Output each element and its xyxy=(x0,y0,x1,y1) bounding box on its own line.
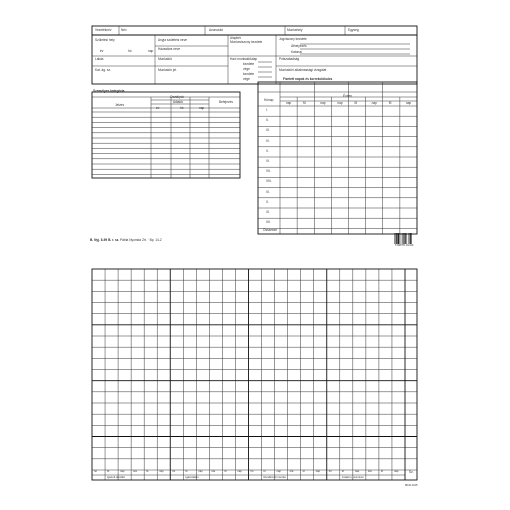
start-label: Jogviszony kezdete xyxy=(279,37,307,41)
grid-column-label: hó xyxy=(172,470,176,474)
grid-column-label: fő xyxy=(224,470,227,474)
grid-column-label: nap xyxy=(354,470,360,474)
surname-label: Vezetéknév xyxy=(95,28,112,32)
grid-column-label: nap xyxy=(237,470,242,474)
address-label: Lakás xyxy=(95,57,104,61)
contract-label: Munkakör jel. xyxy=(158,68,177,72)
leave-sub-col-label: nap xyxy=(286,101,292,105)
category-sub-1: év xyxy=(156,106,160,110)
month-short: hó xyxy=(128,49,132,53)
leave-month-label: III. xyxy=(266,128,270,133)
category-sub-3: nap xyxy=(199,106,205,110)
grid-column-label: fő xyxy=(146,470,149,474)
form-code: B. Nyj. 8-99 B. r. sz. xyxy=(90,238,120,242)
salary-label: Alapbér xyxy=(230,36,241,40)
mother-name-label: Házastárs neve xyxy=(158,47,181,51)
grid-column-label: fő xyxy=(107,470,110,474)
grid-column-label: nap xyxy=(315,470,321,474)
benefits-label: Havi munkaidőalap xyxy=(230,57,258,61)
grid-section-label: Jutalom, prémium xyxy=(341,474,364,479)
holiday-label: Pótszabadság xyxy=(279,57,300,61)
barcode-bar xyxy=(396,233,397,244)
category-col-d: Befejezés xyxy=(219,100,233,104)
employment-type-label: Munkaviszony kezdete xyxy=(230,40,263,44)
form-note: Pátria Nyomda Zrt. · Bp. 14-2 xyxy=(120,238,162,242)
period-3: kezdete xyxy=(243,72,255,76)
military-label: Katonai xyxy=(291,50,302,54)
grid-column-label: nap xyxy=(159,470,164,474)
given-name-label: Név xyxy=(121,28,127,32)
grid-frame xyxy=(92,269,417,480)
page-footer-code: MKR-1015 xyxy=(405,484,418,487)
birth-place-label: Születési hely xyxy=(95,38,115,42)
grid-column-label: óra xyxy=(133,470,137,474)
grid-corner-label: Sz. xyxy=(409,470,414,474)
leave-table-title: Fizetett napok és korrekciókulcs xyxy=(283,77,333,81)
leave-row-header: Hónap xyxy=(264,98,274,102)
leave-month-label: V. xyxy=(266,148,269,153)
grid-column-label: fő xyxy=(185,470,188,474)
leave-sub-col-label: nap xyxy=(337,101,343,105)
grid-column-label: hó xyxy=(94,470,97,474)
barcode-number: 5 998765 432101 xyxy=(395,244,414,247)
registration-label: Azonosító xyxy=(209,28,224,32)
category-sub-2: hó xyxy=(180,106,184,110)
grid-column-label: fő xyxy=(341,470,344,474)
grid-column-label: fő xyxy=(263,470,266,474)
grid-column-label: óra xyxy=(211,470,216,474)
note-label: Munkaköri alkalmassági vizsgálat xyxy=(279,68,327,72)
leave-month-label: VIII. xyxy=(266,179,272,184)
leave-total-label: Összesen xyxy=(263,228,278,232)
leave-month-label: VI. xyxy=(266,159,270,163)
grid-column-label: fő xyxy=(302,470,305,474)
employment-label: Munkakör xyxy=(158,57,172,61)
grid-section-label: Igazolt távollét xyxy=(107,474,125,479)
year-short: év xyxy=(100,49,104,53)
leave-month-label: IX. xyxy=(266,189,270,194)
leave-col-group: Évben xyxy=(343,94,353,98)
barcode-bar xyxy=(405,233,406,244)
barcode-bar xyxy=(403,233,404,244)
leave-sub-col-label: fő xyxy=(388,101,392,105)
grid-column-label: fő xyxy=(380,470,384,474)
category-col-a: Jelzés xyxy=(115,103,125,107)
birth-date-label: Anyja születési neve xyxy=(158,38,188,42)
category-col-b-group: Adatok xyxy=(173,100,183,104)
grid-section-label: Rendkívüli munka xyxy=(263,474,286,479)
grid-column-label: óra xyxy=(289,470,294,474)
period-4: vége xyxy=(243,77,250,81)
barcode-bar xyxy=(398,233,399,244)
leave-sub-col-label: nap xyxy=(320,101,326,105)
leave-month-label: I. xyxy=(266,108,268,112)
leave-month-label: XI. xyxy=(266,210,270,214)
grid-column-label: nap xyxy=(276,470,281,474)
grid-column-label: nap xyxy=(198,470,203,474)
phone-label: Kat. ág. sz. xyxy=(95,68,111,72)
day-short: nap xyxy=(148,49,154,53)
grid-column-label: nap xyxy=(120,470,125,474)
leave-sub-col-label: nap xyxy=(371,101,377,105)
grid-column-label: óra xyxy=(367,470,372,474)
unit-label: Egység xyxy=(348,28,359,32)
barcode-bar xyxy=(410,233,411,244)
transfer-label: Áthelyezés xyxy=(291,44,307,48)
grid-column-label: hó xyxy=(250,470,254,474)
leave-month-label: XII. xyxy=(266,220,271,225)
period-1: kezdete xyxy=(243,62,255,66)
leave-sub-col-label: fő xyxy=(354,101,358,105)
leave-sub-col-label: fő xyxy=(303,101,306,105)
grid-column-label: nap xyxy=(393,470,399,474)
leave-month-label: IV. xyxy=(266,138,270,143)
workplace-label: Munkahely xyxy=(287,28,303,32)
leave-sub-col-label: nap xyxy=(405,101,412,105)
period-2: vége xyxy=(243,67,250,71)
leave-month-label: VII. xyxy=(266,169,271,174)
leave-month-label: X. xyxy=(266,199,270,204)
grid-section-label: Igazolatlan xyxy=(185,474,199,479)
grid-column-label: hó xyxy=(328,470,332,474)
category-table-title: Személyes kategória xyxy=(93,89,125,93)
leave-month-label: II. xyxy=(266,118,269,123)
category-col-group: Osztályok xyxy=(170,95,184,99)
